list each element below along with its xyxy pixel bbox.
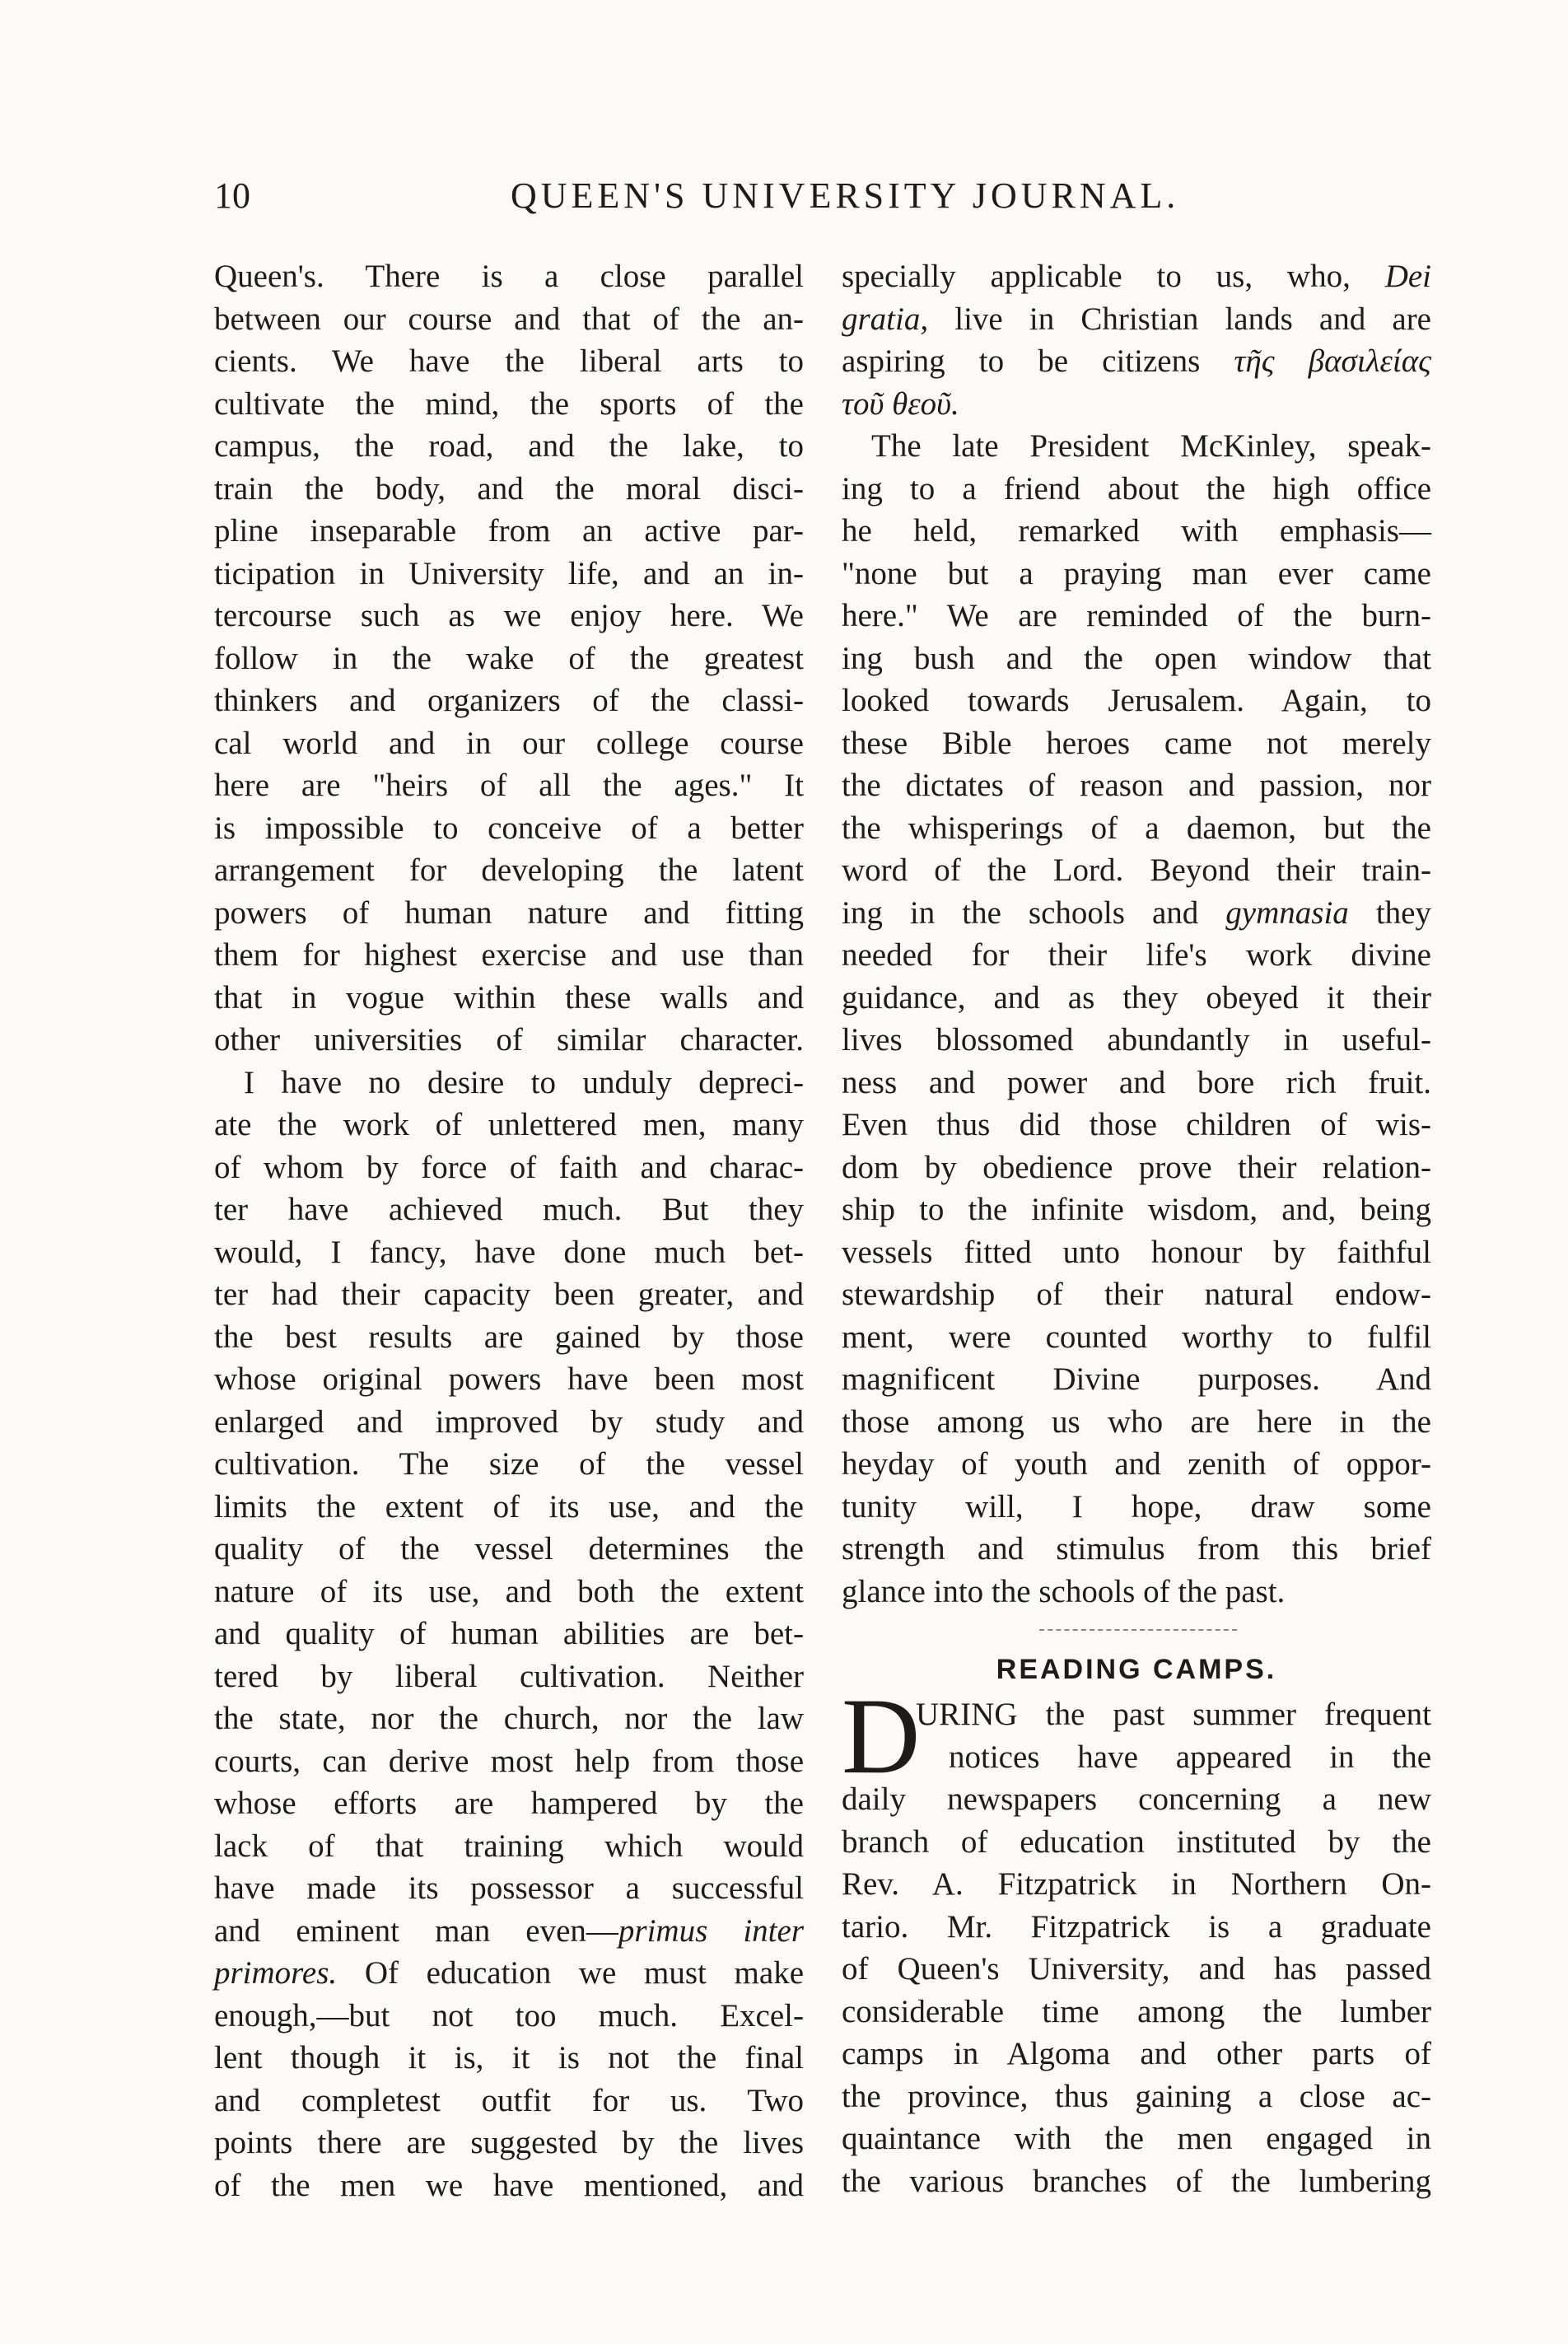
latin-phrase: primus inter [618, 1912, 805, 1949]
text-line: whose original powers have been most [214, 1361, 804, 1397]
text-line: these Bible heroes came not merely [842, 725, 1431, 761]
text-line: whose efforts are hampered by the [214, 1786, 804, 1821]
text-line: word of the Lord. Beyond their train- [842, 852, 1431, 888]
text-line: daily newspapers concerning a new [842, 1781, 1431, 1817]
text-line: tercourse such as we enjoy here. We [214, 598, 804, 633]
paragraph [214, 1062, 804, 2207]
text-line: those among us who are here in the [842, 1403, 1431, 1440]
text-line [842, 892, 1431, 935]
text-line: ticipation in University life, and an in- [214, 555, 804, 591]
paragraph [842, 1675, 1431, 2202]
journal-title: QUEEN'S UNIVERSITY JOURNAL. [511, 175, 1180, 216]
text-line: needed for their life's work divine [842, 937, 1431, 973]
text-segment: specially applicable to us, who, [842, 259, 1351, 294]
text-line: and completest outfit for us. Two [214, 2082, 804, 2118]
latin-phrase: gymnasia [1225, 894, 1349, 931]
text-line: URING the past summer frequent [916, 1697, 1431, 1732]
text-line: ment, were counted worthy to fulfil [842, 1319, 1431, 1355]
text-line: strength and stimulus from this brief [842, 1531, 1431, 1567]
text-line: here." We are reminded of the burn- [842, 598, 1431, 633]
text-line: Rev. A. Fitzpatrick in Northern On- [842, 1866, 1431, 1902]
text-line: the various branches of the lumbering [842, 2163, 1431, 2199]
text-line: quaintance with the men engaged in [842, 2121, 1431, 2156]
text-line: cultivation. The size of the vessel [214, 1446, 804, 1482]
page-header [214, 175, 1433, 224]
text-line: "none but a praying man ever came [842, 555, 1431, 591]
text-line: ship to the infinite wisdom, and, being [842, 1192, 1431, 1227]
text-segment: ing in the schools and [842, 894, 1226, 931]
text-line: courts, can derive most help from those [214, 1743, 804, 1779]
text-line: notices have appeared in the [949, 1739, 1431, 1775]
text-segment: aspiring to be citizens [842, 343, 1201, 379]
text-line: and quality of human abilities are bet- [214, 1616, 804, 1651]
text-line: ness and power and bore rich fruit. [842, 1064, 1431, 1100]
text-line: looked towards Jerusalem. Again, to [842, 683, 1431, 718]
text-line: the best results are gained by those [214, 1319, 804, 1355]
text-line: lent though it is, it is not the final [214, 2040, 804, 2076]
text-line: enlarged and improved by study and [214, 1403, 804, 1440]
text-line: campus, the road, and the lake, to [214, 428, 804, 464]
text-line [214, 1910, 804, 1953]
latin-phrase: gratia, [842, 301, 929, 337]
text-line: cultivate the mind, the sports of the [214, 385, 804, 422]
text-line: train the body, and the moral disci- [214, 470, 804, 507]
text-line: camps in Algoma and other parts of [842, 2036, 1431, 2071]
text-line: other universities of similar character. [214, 1022, 804, 1058]
text-line: guidance, and as they obeyed it their [842, 979, 1431, 1016]
drop-cap: D [842, 1675, 921, 1796]
text-line: tunity will, I hope, draw some [842, 1488, 1431, 1525]
text-line [842, 298, 1431, 341]
text-line: I have no desire to unduly depreci- [244, 1064, 804, 1100]
text-line: dom by obedience prove their relation- [842, 1149, 1431, 1185]
text-line: follow in the wake of the greatest [214, 640, 804, 676]
text-line: the dictates of reason and passion, nor [842, 768, 1431, 803]
text-line: tario. Mr. Fitzpatrick is a graduate [842, 1908, 1431, 1945]
text-line: here are "heirs of all the ages." It [214, 768, 804, 803]
text-line: ate the work of unlettered men, many [214, 1107, 804, 1142]
page-number: 10 [214, 175, 250, 216]
section-heading: READING CAMPS. [996, 1654, 1277, 1685]
paragraph [842, 255, 1431, 425]
text-line: lives blossomed abundantly in useful- [842, 1022, 1431, 1058]
text-line: vessels fitted unto honour by faithful [842, 1234, 1431, 1270]
text-line: the state, nor the church, nor the law [214, 1701, 804, 1736]
text-line: quality of the vessel determines the [214, 1531, 804, 1567]
text-line: thinkers and organizers of the classi- [214, 683, 804, 718]
latin-phrase: primores. [214, 1955, 338, 1991]
greek-phrase: τῆς βασιλείας [1234, 343, 1431, 379]
text-line: branch of education instituted by the [842, 1823, 1431, 1860]
text-line: is impossible to conceive of a better [214, 810, 804, 846]
text-line: cal world and in our college course [214, 725, 804, 761]
text-line: glance into the schools of the past. [842, 1573, 1286, 1609]
text-line: heyday of youth and zenith of oppor- [842, 1446, 1431, 1482]
greek-phrase: τοῦ θεοῦ. [842, 385, 959, 422]
text-line: ter had their capacity been greater, and [214, 1277, 804, 1312]
text-line: enough,—but not too much. Excel- [214, 1997, 804, 2033]
text-line: he held, remarked with emphasis— [842, 513, 1431, 549]
text-line: the province, thus gaining a close ac- [842, 2078, 1431, 2114]
text-line: powers of human nature and fitting [214, 894, 804, 931]
text-line: ter have achieved much. But they [214, 1192, 804, 1227]
latin-phrase: Dei [1384, 259, 1431, 294]
paragraph [214, 255, 804, 1062]
paragraph [842, 425, 1431, 1613]
text-line: tered by liberal cultivation. Neither [214, 1658, 804, 1694]
text-line: points there are suggested by the lives [214, 2125, 804, 2160]
text-line [842, 255, 1431, 298]
right-column [842, 255, 1431, 2202]
text-line: Even thus did those children of wis- [842, 1107, 1431, 1142]
text-line: Queen's. There is a close parallel [214, 259, 804, 294]
text-line: between our course and that of the an- [214, 301, 804, 337]
text-line: limits the extent of its use, and the [214, 1488, 804, 1525]
text-segment: and eminent man even— [214, 1912, 618, 1949]
text-line: have made its possessor a successful [214, 1870, 804, 1906]
text-line: cients. We have the liberal arts to [214, 343, 804, 379]
text-line: The late President McKinley, speak- [871, 428, 1431, 464]
section-divider [842, 1613, 1431, 1646]
text-line [842, 340, 1431, 383]
text-line [214, 1952, 804, 1995]
text-segment: live in Christian lands and are [928, 301, 1431, 337]
text-line [842, 383, 1431, 426]
text-segment: Of education we must make [337, 1955, 804, 1991]
text-line: nature of its use, and both the extent [214, 1573, 804, 1609]
text-line: would, I fancy, have done much bet- [214, 1234, 804, 1270]
text-line: ing to a friend about the high office [842, 470, 1431, 507]
text-line: the whisperings of a daemon, but the [842, 810, 1431, 846]
text-line: stewardship of their natural endow- [842, 1277, 1431, 1312]
text-line: of Queen's University, and has passed [842, 1951, 1431, 1987]
text-line: arrangement for developing the latent [214, 852, 804, 888]
text-line: ing bush and the open window that [842, 640, 1431, 676]
text-line: pline inseparable from an active par- [214, 513, 804, 549]
text-line: lack of that training which would [214, 1828, 804, 1864]
text-line: them for highest exercise and use than [214, 937, 804, 973]
text-line: of the men we have mentioned, and [214, 2167, 804, 2203]
text-line: that in vogue within these walls and [214, 979, 804, 1016]
text-line: considerable time among the lumber [842, 1993, 1431, 2029]
text-line: of whom by force of faith and charac- [214, 1149, 804, 1185]
text-segment: they [1348, 894, 1431, 931]
text-line: magnificent Divine purposes. And [842, 1361, 1431, 1397]
left-column [214, 255, 804, 2206]
